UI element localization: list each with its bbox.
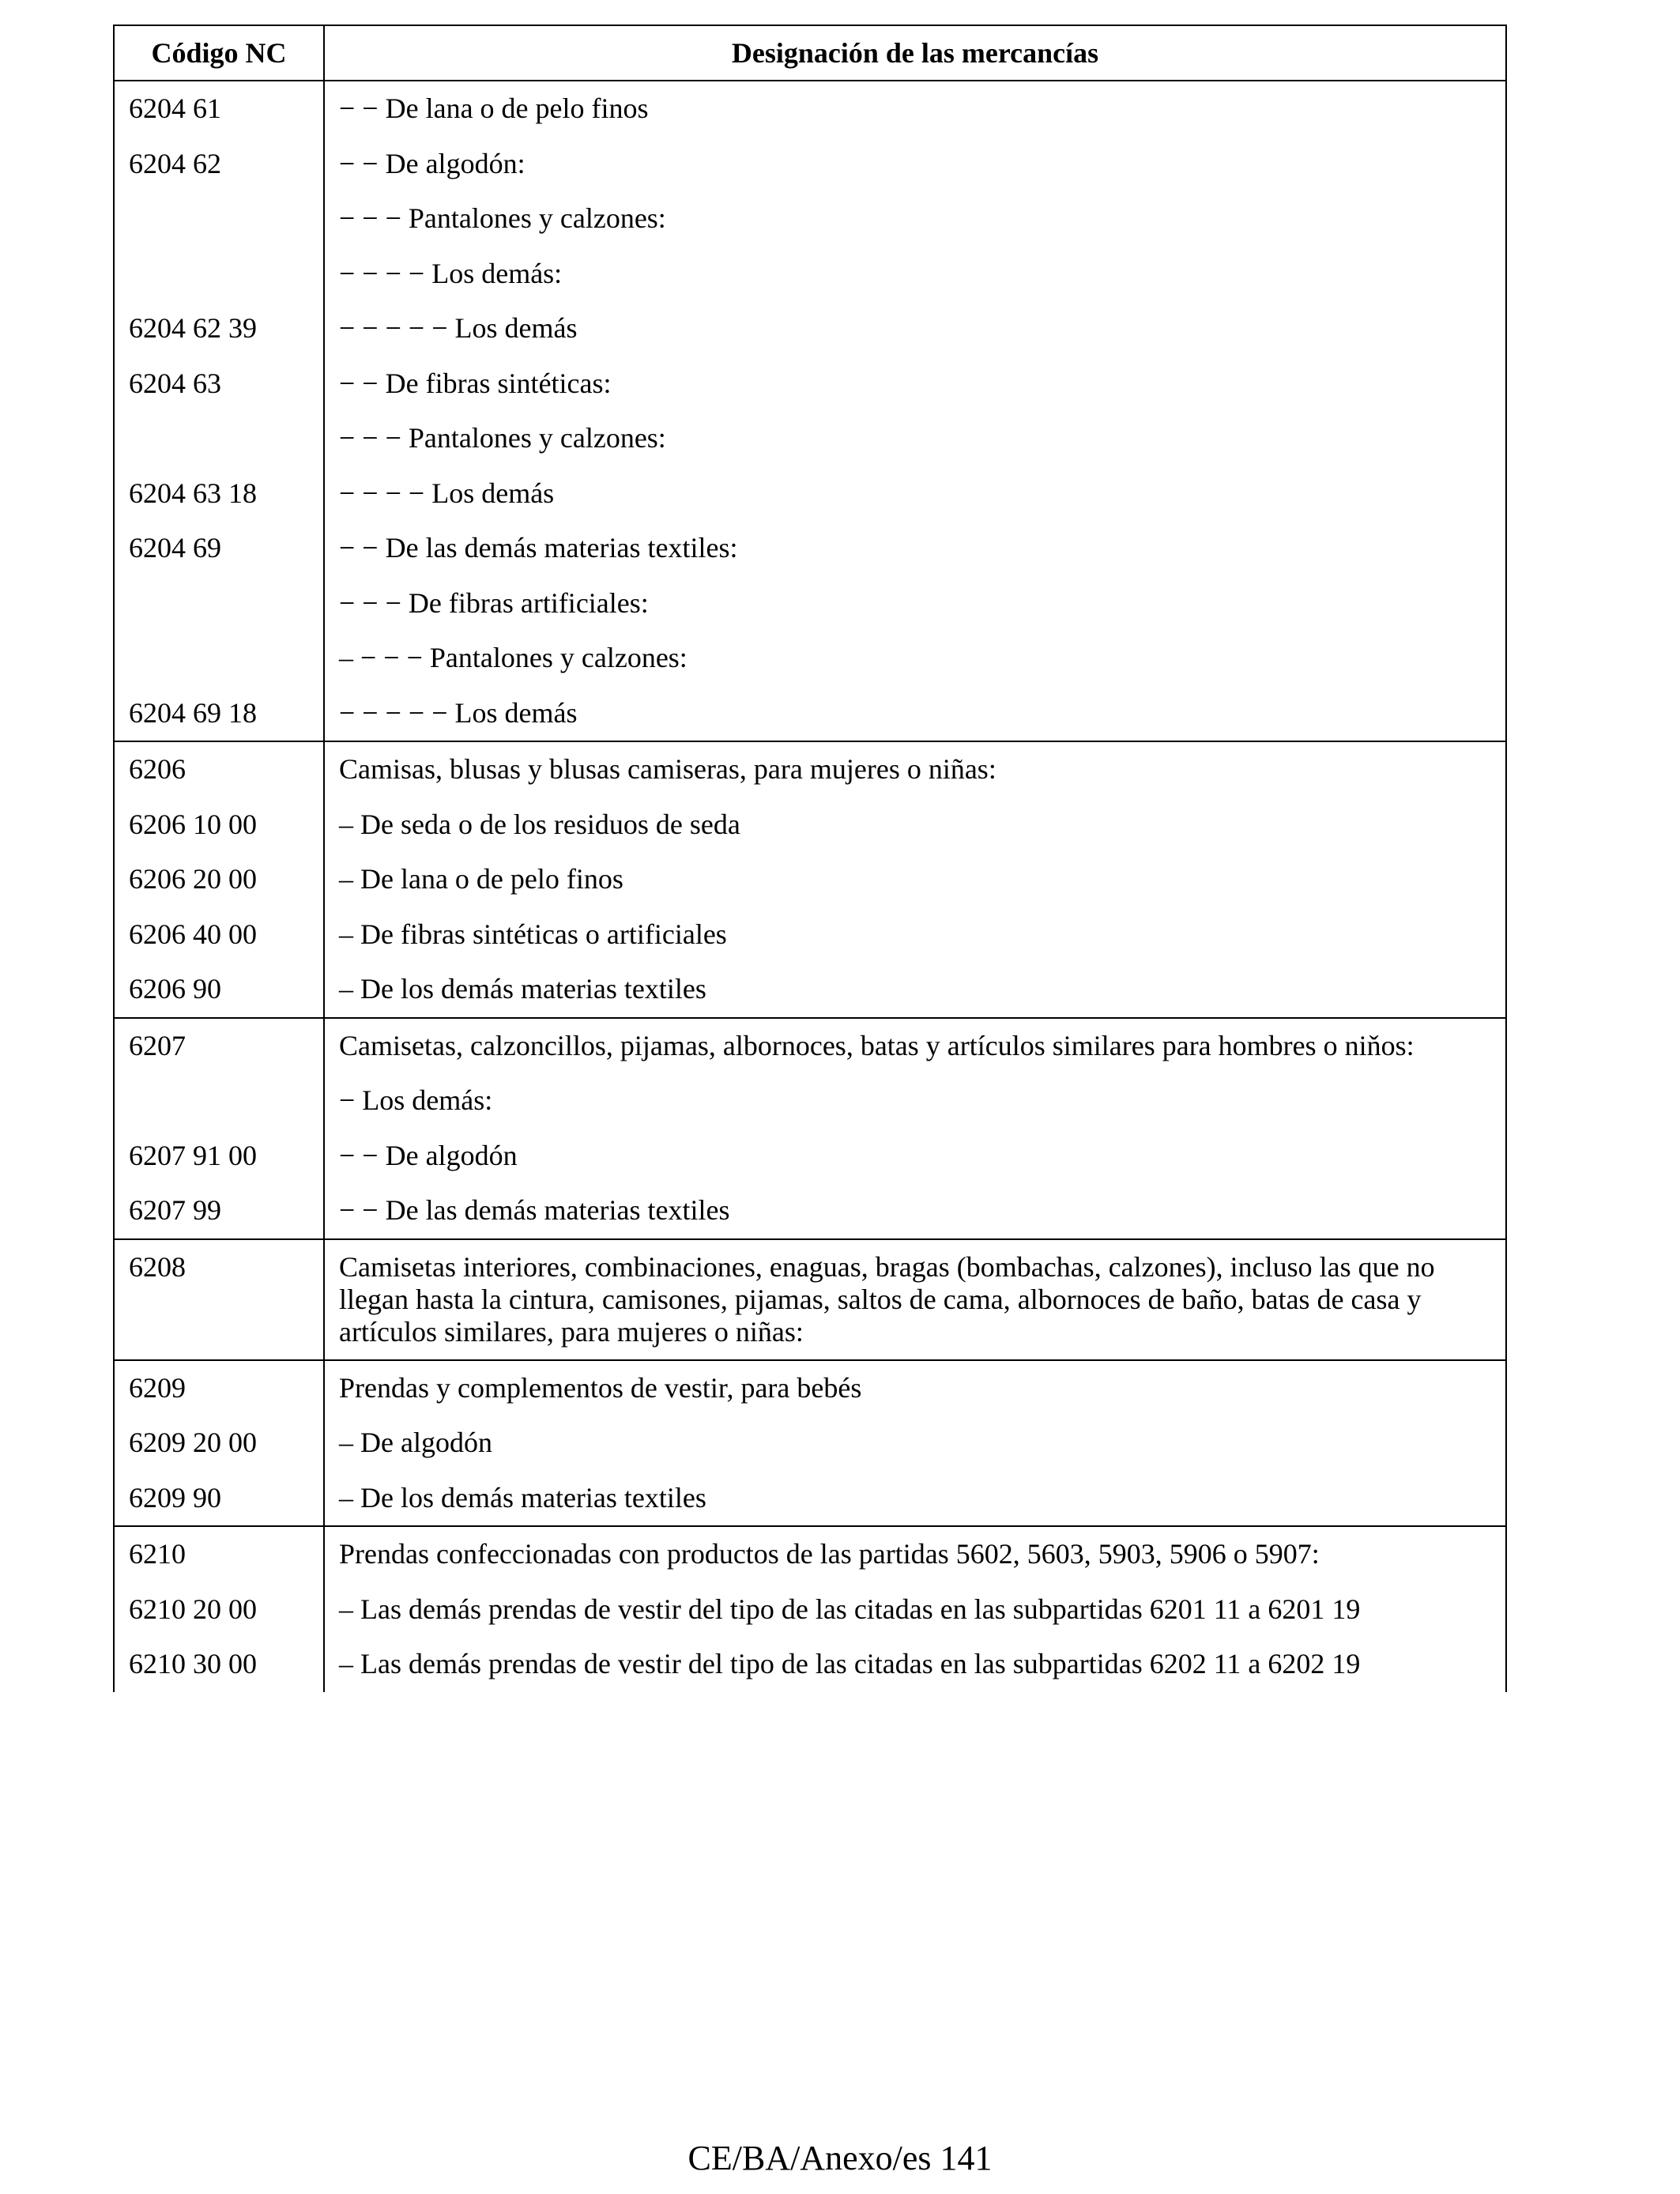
table-row xyxy=(114,962,1506,1018)
table-row xyxy=(114,521,1506,576)
cn-code-cell: 6209 20 00 xyxy=(114,1416,324,1471)
table-row xyxy=(114,466,1506,522)
cn-code-cell: 6206 90 xyxy=(114,962,324,1018)
description-cell: − − − − Los demás: xyxy=(339,257,563,289)
cn-code-cell: 6207 xyxy=(114,1018,324,1074)
table-row xyxy=(114,576,1506,631)
column-header-description: Designación de las mercancías xyxy=(324,25,1506,81)
table-row xyxy=(114,356,1506,412)
table-row xyxy=(114,1239,1506,1360)
table-row xyxy=(114,81,1506,137)
description-cell: Camisas, blusas y blusas camiseras, para mujeres o niñas: xyxy=(339,753,996,785)
table-row xyxy=(114,1416,1506,1471)
description-cell: – De los demás materias textiles xyxy=(339,1481,706,1514)
cn-code-cell: 6208 xyxy=(114,1239,324,1360)
description-cell: − − De las demás materias textiles: xyxy=(339,532,738,564)
cn-code-cell xyxy=(114,247,324,302)
table-row xyxy=(114,1526,1506,1582)
cn-code-cell: 6204 63 xyxy=(114,356,324,412)
cn-code-cell: 6206 xyxy=(114,741,324,797)
description-cell: – De seda o de los residuos de seda xyxy=(339,808,740,840)
table-row xyxy=(114,1073,1506,1129)
table-row xyxy=(114,1018,1506,1074)
cn-code-cell: 6206 20 00 xyxy=(114,852,324,907)
cn-code-cell: 6204 62 xyxy=(114,137,324,192)
description-cell: − − − Pantalones y calzones: xyxy=(339,422,666,454)
description-cell: Prendas confeccionadas con productos de las partidas 5602, 5603, 5903, 5906 o 5907: xyxy=(339,1538,1320,1570)
cn-code-cell xyxy=(114,1073,324,1129)
cn-code-cell: 6210 20 00 xyxy=(114,1582,324,1638)
description-cell: – De fibras sintéticas o artificiales xyxy=(339,918,727,950)
table-row xyxy=(114,686,1506,742)
cn-code-cell xyxy=(114,576,324,631)
table-row xyxy=(114,1360,1506,1416)
cn-code-cell: 6210 30 00 xyxy=(114,1637,324,1692)
table-row xyxy=(114,1129,1506,1184)
description-cell: − Los demás: xyxy=(339,1084,493,1116)
page-footer: CE/BA/Anexo/es 141 xyxy=(687,2139,993,2177)
cn-code-cell: 6206 10 00 xyxy=(114,797,324,853)
cn-code-cell: 6207 99 xyxy=(114,1183,324,1239)
description-cell: − − De algodón xyxy=(339,1139,518,1171)
table-row xyxy=(114,852,1506,907)
table-group xyxy=(114,1360,1506,1527)
description-cell: – − − − Pantalones y calzones: xyxy=(339,642,687,673)
cn-code-cell: 6207 91 00 xyxy=(114,1129,324,1184)
description-cell: – Las demás prendas de vestir del tipo de las citadas en las subpartidas 6202 11 a 6202 19 xyxy=(339,1648,1361,1679)
cn-code-cell: 6204 69 18 xyxy=(114,686,324,742)
table-row xyxy=(114,137,1506,192)
cn-code-cell: 6204 63 18 xyxy=(114,466,324,522)
cn-code-cell xyxy=(114,631,324,686)
description-cell: – Las demás prendas de vestir del tipo de las citadas en las subpartidas 6201 11 a 6201 19 xyxy=(339,1593,1361,1625)
table-group xyxy=(114,1239,1506,1360)
description-cell: Camisetas, calzoncillos, pijamas, albornoces, batas y artículos similares para hombres o niňos: xyxy=(339,1029,1414,1061)
table-row xyxy=(114,1582,1506,1638)
table-row xyxy=(114,797,1506,853)
table-row xyxy=(114,741,1506,797)
table-group xyxy=(114,1526,1506,1692)
cn-code-cell xyxy=(114,411,324,466)
description-cell: Prendas y complementos de vestir, para bebés xyxy=(339,1371,862,1404)
cn-code-cell: 6209 90 xyxy=(114,1471,324,1527)
table-row xyxy=(114,191,1506,247)
table-row xyxy=(114,907,1506,963)
description-cell: − − De las demás materias textiles xyxy=(339,1194,730,1226)
description-cell: – De los demás materias textiles xyxy=(339,973,706,1005)
cn-code-cell: 6209 xyxy=(114,1360,324,1416)
description-cell: − − − Pantalones y calzones: xyxy=(339,202,666,234)
table-row xyxy=(114,1471,1506,1527)
table-group xyxy=(114,81,1506,741)
description-cell: − − De lana o de pelo finos xyxy=(339,92,649,124)
table-group xyxy=(114,741,1506,1018)
cn-code-cell xyxy=(114,191,324,247)
cn-code-cell: 6206 40 00 xyxy=(114,907,324,963)
cn-code-cell: 6204 62 39 xyxy=(114,301,324,356)
description-cell: − − De algodón: xyxy=(339,147,525,179)
cn-code-cell: 6204 61 xyxy=(114,81,324,137)
description-cell: − − − − − Los demás xyxy=(339,312,578,344)
description-cell: Camisetas interiores, combinaciones, enaguas, bragas (bombachas, calzones), incluso las que no llegan hasta la cintura, camisones, pijamas, saltos de cama, albornoces de baño, batas de casa y artículos similares, para mujeres o niñas: xyxy=(339,1250,1435,1348)
column-header-code: Código NC xyxy=(114,25,324,81)
description-cell: − − − De fibras artificiales: xyxy=(339,586,649,619)
description-cell: − − − − − Los demás xyxy=(339,696,578,729)
table-row xyxy=(114,631,1506,686)
description-cell: – De algodón xyxy=(339,1427,492,1458)
cn-code-cell: 6210 xyxy=(114,1526,324,1582)
table-row xyxy=(114,411,1506,466)
cn-code-cell: 6204 69 xyxy=(114,521,324,576)
table-row xyxy=(114,1183,1506,1239)
description-cell: − − De fibras sintéticas: xyxy=(339,367,612,399)
table-group xyxy=(114,1018,1506,1239)
table-row xyxy=(114,301,1506,356)
table-header xyxy=(114,25,1506,81)
table-row xyxy=(114,247,1506,302)
table-row xyxy=(114,1637,1506,1692)
description-cell: − − − − Los demás xyxy=(339,477,555,509)
tariff-table xyxy=(113,25,1507,1692)
description-cell: – De lana o de pelo finos xyxy=(339,863,623,895)
